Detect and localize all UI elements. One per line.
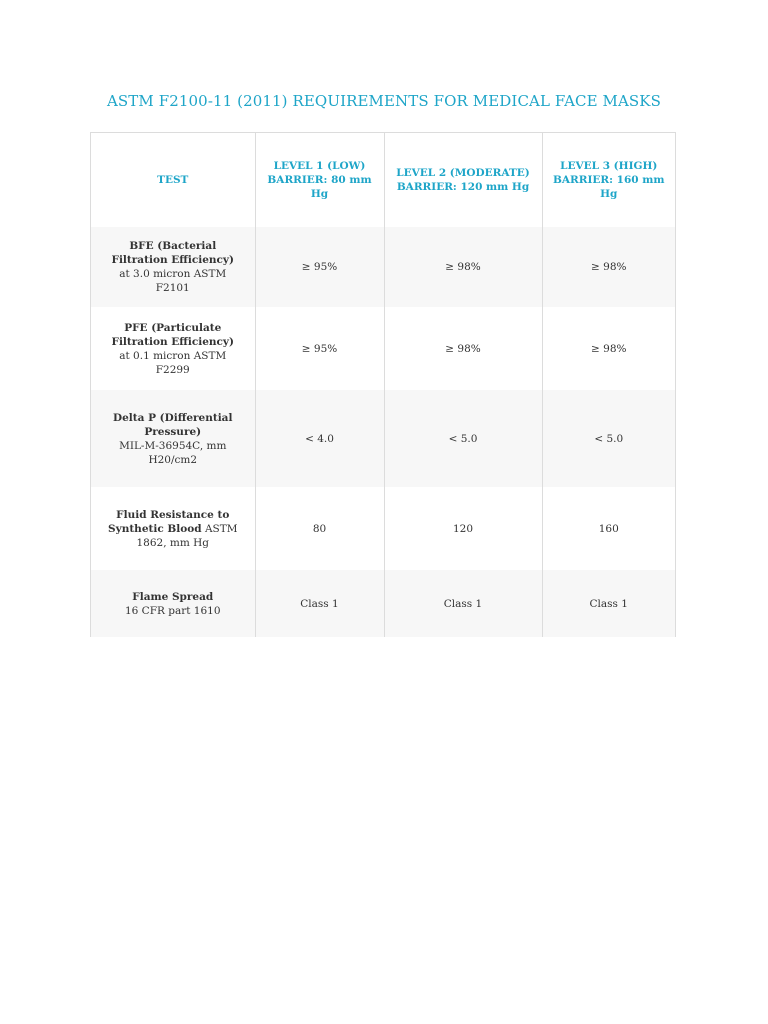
table-row-pfe bbox=[91, 307, 675, 390]
test-name: Flame Spread bbox=[132, 590, 214, 603]
test-name: Delta P (Differential Pressure) bbox=[113, 411, 233, 438]
level-3-value: Class 1 bbox=[542, 570, 675, 637]
requirements-table bbox=[90, 132, 676, 637]
page-title: ASTM F2100-11 (2011) REQUIREMENTS FOR MEDICAL FACE MASKS bbox=[107, 92, 661, 110]
level-2-value: 120 bbox=[384, 487, 542, 570]
level-3-value: ≥ 98% bbox=[542, 307, 675, 390]
table-row-bfe bbox=[91, 227, 675, 307]
test-method: at 0.1 micron ASTM F2299 bbox=[119, 349, 227, 376]
test-cell bbox=[91, 487, 255, 570]
level-1-value: ≥ 95% bbox=[255, 307, 384, 390]
level-1-value: 80 bbox=[255, 487, 384, 570]
test-method: 16 CFR part 1610 bbox=[124, 604, 221, 617]
test-method: MIL-M-36954C, mm H20/cm2 bbox=[119, 439, 227, 466]
test-cell bbox=[91, 307, 255, 390]
table-row-fluid-resistance bbox=[91, 487, 675, 570]
header-level-3: LEVEL 3 (HIGH) BARRIER: 160 mm Hg bbox=[542, 133, 675, 227]
header-test: TEST bbox=[157, 174, 189, 186]
header-level-1: LEVEL 1 (LOW) BARRIER: 80 mm Hg bbox=[255, 133, 384, 227]
level-1-value: < 4.0 bbox=[255, 390, 384, 487]
table-header-row bbox=[91, 133, 675, 227]
level-2-value: ≥ 98% bbox=[384, 307, 542, 390]
level-3-value: ≥ 98% bbox=[542, 227, 675, 307]
test-method: at 3.0 micron ASTM F2101 bbox=[119, 268, 227, 294]
level-1-value: ≥ 95% bbox=[255, 227, 384, 307]
test-method: ASTM 1862, mm Hg bbox=[136, 522, 238, 549]
level-2-value: < 5.0 bbox=[384, 390, 542, 487]
table-row-flame-spread bbox=[91, 570, 675, 637]
header-level-2: LEVEL 2 (MODERATE) BARRIER: 120 mm Hg bbox=[384, 133, 542, 227]
test-cell bbox=[91, 570, 255, 637]
test-name: BFE (Bacterial Filtration Efficiency) bbox=[111, 240, 235, 266]
level-1-value: Class 1 bbox=[255, 570, 384, 637]
test-cell bbox=[91, 390, 255, 487]
test-cell bbox=[91, 227, 255, 307]
level-2-value: ≥ 98% bbox=[384, 227, 542, 307]
level-3-value: < 5.0 bbox=[542, 390, 675, 487]
test-name: Fluid Resistance to Synthetic Blood bbox=[108, 508, 230, 535]
level-2-value: Class 1 bbox=[384, 570, 542, 637]
table-row-delta-p bbox=[91, 390, 675, 487]
test-name: PFE (Particulate Filtration Efficiency) bbox=[111, 321, 235, 348]
level-3-value: 160 bbox=[542, 487, 675, 570]
